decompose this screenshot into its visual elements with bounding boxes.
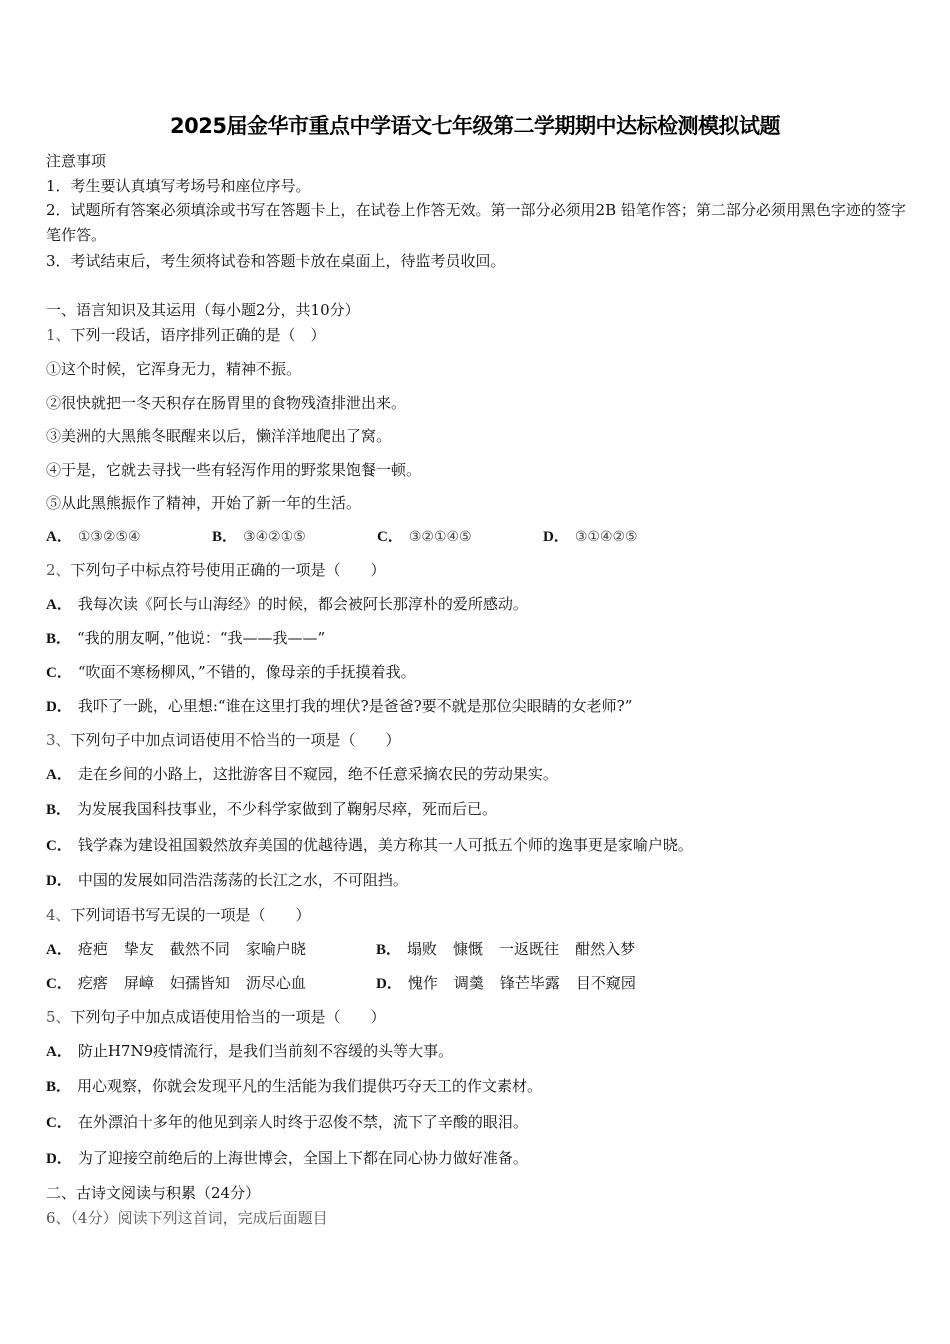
section-2-heading: 二、古诗文阅读与积累（24分）: [46, 1184, 261, 1202]
question-number: 4、: [46, 906, 71, 924]
question-4: [46, 905, 311, 925]
section-1-heading: 一、语言知识及其运用（每小题2分，共10分）: [46, 301, 360, 319]
q1-sentence-1: ①这个时候，它浑身无力，精神不振。: [46, 360, 302, 378]
question-3: [46, 730, 401, 750]
q4-option-b: B． 塌败 慷慨 一返既往 酣然入梦: [376, 940, 636, 958]
q1-sentence-5: ⑤从此黑熊振作了精神，开始了新一年的生活。: [46, 494, 362, 512]
question-number: 5、: [46, 1008, 71, 1026]
notice-item-1: 1．考生要认真填写考场号和座位序号。: [46, 177, 311, 195]
q2-option-b: B． “我的朋友啊，”他说：“我——我——”: [46, 629, 326, 647]
q5-option-d: D． 为了迎接空前绝后的上海世博会，全国上下都在同心协力做好准备。: [46, 1149, 528, 1167]
notice-heading: 注意事项: [46, 152, 107, 170]
q5-option-c: C． 在外漂泊十多年的他见到亲人时终于忍俊不禁，流下了辛酸的眼泪。: [46, 1113, 528, 1131]
q3-option-d: D． 中国的发展如同浩浩荡荡的长江之水，不可阻挡。: [46, 871, 408, 889]
q3-option-a: A． 走在乡间的小路上，这批游客目不窥园，绝不任意采摘农民的劳动果实。: [46, 765, 558, 783]
page-title: 2025届金华市重点中学语文七年级第二学期期中达标检测模拟试题: [170, 114, 780, 138]
question-number: 6、: [46, 1209, 71, 1227]
q5-option-b: B． 用心观察，你就会发现平凡的生活能为我们提供巧夺天工的作文素材。: [46, 1077, 543, 1095]
q1-option-b: B． ③④②①⑤: [212, 529, 306, 545]
q5-option-a: A． 防止H7N9疫情流行，是我们当前刻不容缓的头等大事。: [46, 1042, 454, 1060]
q1-sentence-4: ④于是，它就去寻找一些有轻泻作用的野浆果饱餐一顿。: [46, 461, 422, 479]
question-stem: 下列句子中标点符号使用正确的一项是（ ）: [70, 561, 386, 579]
question-number: 3、: [46, 731, 71, 749]
q4-option-d: D． 愧作 调羹 锋芒毕露 目不窥园: [376, 974, 636, 992]
q1-option-a: A． ①③②⑤④: [46, 529, 141, 545]
q2-option-c: C． “吹面不寒杨柳风，”不错的，像母亲的手抚摸着我。: [46, 663, 416, 681]
question-6: [46, 1208, 328, 1228]
question-stem: 下列一段话，语序排列正确的是（ ）: [70, 326, 326, 344]
q3-option-c: C． 钱学森为建设祖国毅然放弃美国的优越待遇，美方称其一人可抵五个师的逸事更是家喻户晓。: [46, 836, 693, 854]
q1-option-c: C． ③②①④⑤: [377, 529, 472, 545]
question-stem: 下列句子中加点词语使用不恰当的一项是（ ）: [70, 731, 401, 749]
question-5: [46, 1007, 386, 1027]
question-1: [46, 325, 326, 345]
q1-option-d: D． ③①④②⑤: [543, 529, 638, 545]
question-2: [46, 560, 386, 580]
q1-sentence-2: ②很快就把一冬天积存在肠胃里的食物残渣排泄出来。: [46, 394, 407, 412]
question-stem: 下列句子中加点成语使用恰当的一项是（ ）: [70, 1008, 386, 1026]
notice-item-2: 2．试题所有答案必须填涂或书写在答题卡上，在试卷上作答无效。第一部分必须用2B 铅笔作答；第二部分必须用黑色字迹的签字笔作答。: [46, 201, 906, 244]
q1-sentence-3: ③美洲的大黑熊冬眠醒来以后，懒洋洋地爬出了窝。: [46, 427, 392, 445]
q2-option-a: A． 我每次读《阿长与山海经》的时候，都会被阿长那淳朴的爱所感动。: [46, 595, 528, 613]
question-number: 2、: [46, 561, 71, 579]
q3-option-b: B． 为发展我国科技事业，不少科学家做到了鞠躬尽瘁，死而后已。: [46, 800, 498, 818]
question-stem: （4分）阅读下列这首词，完成后面题目: [70, 1209, 328, 1227]
notice-item-3: 3．考试结束后，考生须将试卷和答题卡放在桌面上，待监考员收回。: [46, 252, 506, 270]
q4-option-a: A． 疮疤 挚友 截然不同 家喻户晓: [46, 940, 306, 958]
q2-option-d: D． 我吓了一跳，心里想:“谁在这里打我的埋伏?是爸爸?要不就是那位尖眼睛的女老师?”: [46, 697, 633, 715]
question-stem: 下列词语书写无误的一项是（ ）: [70, 906, 311, 924]
q4-option-c: C． 疙瘩 屏嶂 妇孺皆知 沥尽心血: [46, 974, 306, 992]
question-number: 1、: [46, 326, 71, 344]
